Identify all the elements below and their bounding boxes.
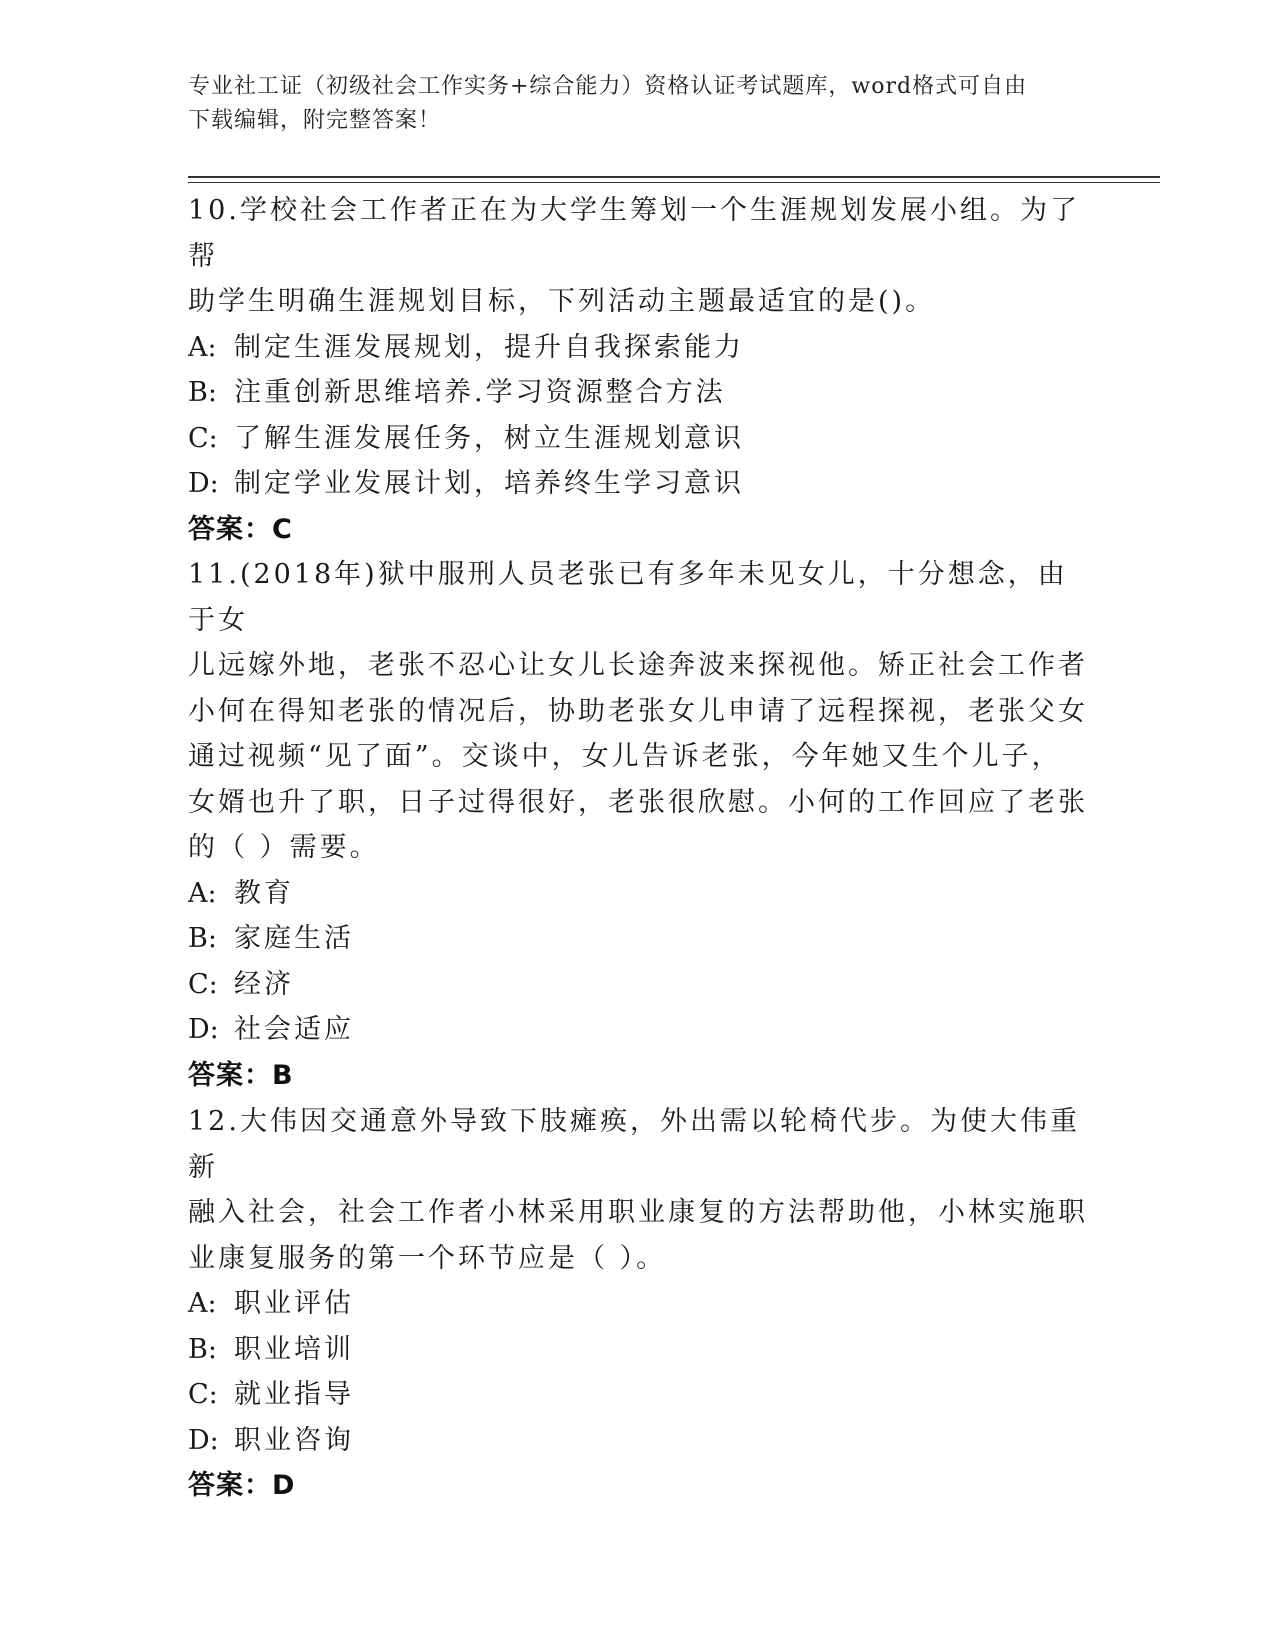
- header-line: 专业社工证（初级社会工作实务+综合能力）资格认证考试题库，word格式可自由: [188, 74, 1028, 99]
- option-text: 制定生涯发展规划，提升自我探索能力: [234, 331, 744, 363]
- option-text: 职业咨询: [234, 1424, 354, 1456]
- option-key: A:: [188, 1288, 217, 1319]
- option-a: [188, 871, 1088, 917]
- option-key: D:: [188, 1424, 219, 1456]
- header-line: 下载编辑，附完整答案！: [188, 108, 442, 133]
- option-text: 注重创新思维培养.学习资源整合方法: [234, 377, 726, 408]
- question-10: [188, 188, 1088, 552]
- option-text: 家庭生活: [234, 923, 354, 954]
- document-header: [188, 70, 1088, 138]
- option-text: 教育: [234, 877, 294, 909]
- option-key: A:: [188, 877, 217, 909]
- answer: 答案：D: [188, 1470, 296, 1501]
- question-11: [188, 552, 1088, 1098]
- option-text: 就业指导: [234, 1379, 354, 1410]
- option-d: [188, 1007, 1088, 1053]
- option-key: B:: [188, 923, 217, 954]
- question-stem-line: 助学生明确生涯规划目标，下列活动主题最适宜的是()。: [188, 286, 936, 317]
- option-a: [188, 1281, 1088, 1327]
- option-key: B:: [188, 1333, 217, 1365]
- question-stem-line: 业康复服务的第一个环节应是（ ）。: [188, 1242, 667, 1274]
- option-b: [188, 916, 1088, 962]
- option-key: C:: [188, 422, 218, 454]
- option-b: [188, 1327, 1088, 1373]
- option-key: D:: [188, 468, 219, 499]
- question-stem-line: 12.大伟因交通意外导致下肢瘫痪，外出需以轮椅代步。为使大伟重新: [188, 1106, 1080, 1183]
- option-text: 社会适应: [234, 1014, 354, 1045]
- question-stem-line: 的（ ）需要。: [188, 832, 380, 863]
- option-c: [188, 416, 1088, 462]
- option-key: B:: [188, 377, 217, 408]
- question-stem-line: 女婿也升了职，日子过得很好，老张很欣慰。小何的工作回应了老张: [188, 786, 1088, 818]
- option-b: [188, 370, 1088, 416]
- question-stem-line: 通过视频“见了面”。交谈中，女儿告诉老张，今年她又生个儿子，: [188, 741, 1062, 772]
- option-key: D:: [188, 1014, 219, 1045]
- option-text: 了解生涯发展任务，树立生涯规划意识: [234, 422, 744, 454]
- header-divider: [188, 176, 1160, 178]
- header-divider: [188, 182, 1160, 183]
- question-stem-line: 融入社会，社会工作者小林采用职业康复的方法帮助他，小林实施职: [188, 1197, 1088, 1228]
- option-key: C:: [188, 968, 218, 1000]
- option-d: [188, 461, 1088, 507]
- option-key: C:: [188, 1379, 218, 1410]
- option-text: 制定学业发展计划，培养终生学习意识: [234, 468, 744, 499]
- option-text: 职业培训: [234, 1333, 354, 1365]
- option-text: 职业评估: [234, 1288, 354, 1319]
- question-stem-line: 11.(2018年)狱中服刑人员老张已有多年未见女儿，十分想念，由于女: [188, 559, 1068, 636]
- option-c: [188, 1372, 1088, 1418]
- option-a: [188, 325, 1088, 371]
- answer: 答案：B: [188, 1059, 294, 1091]
- answer: 答案：C: [188, 513, 293, 545]
- question-stem-line: 小何在得知老张的情况后，协助老张女儿申请了远程探视，老张父女: [188, 695, 1088, 727]
- question-12: [188, 1099, 1088, 1509]
- option-text: 经济: [234, 968, 294, 1000]
- option-d: [188, 1418, 1088, 1464]
- question-stem-line: 儿远嫁外地，老张不忍心让女儿长途奔波来探视他。矫正社会工作者: [188, 650, 1088, 681]
- option-c: [188, 962, 1088, 1008]
- question-stem-line: 10.学校社会工作者正在为大学生筹划一个生涯规划发展小组。为了帮: [188, 195, 1080, 272]
- option-key: A:: [188, 331, 217, 363]
